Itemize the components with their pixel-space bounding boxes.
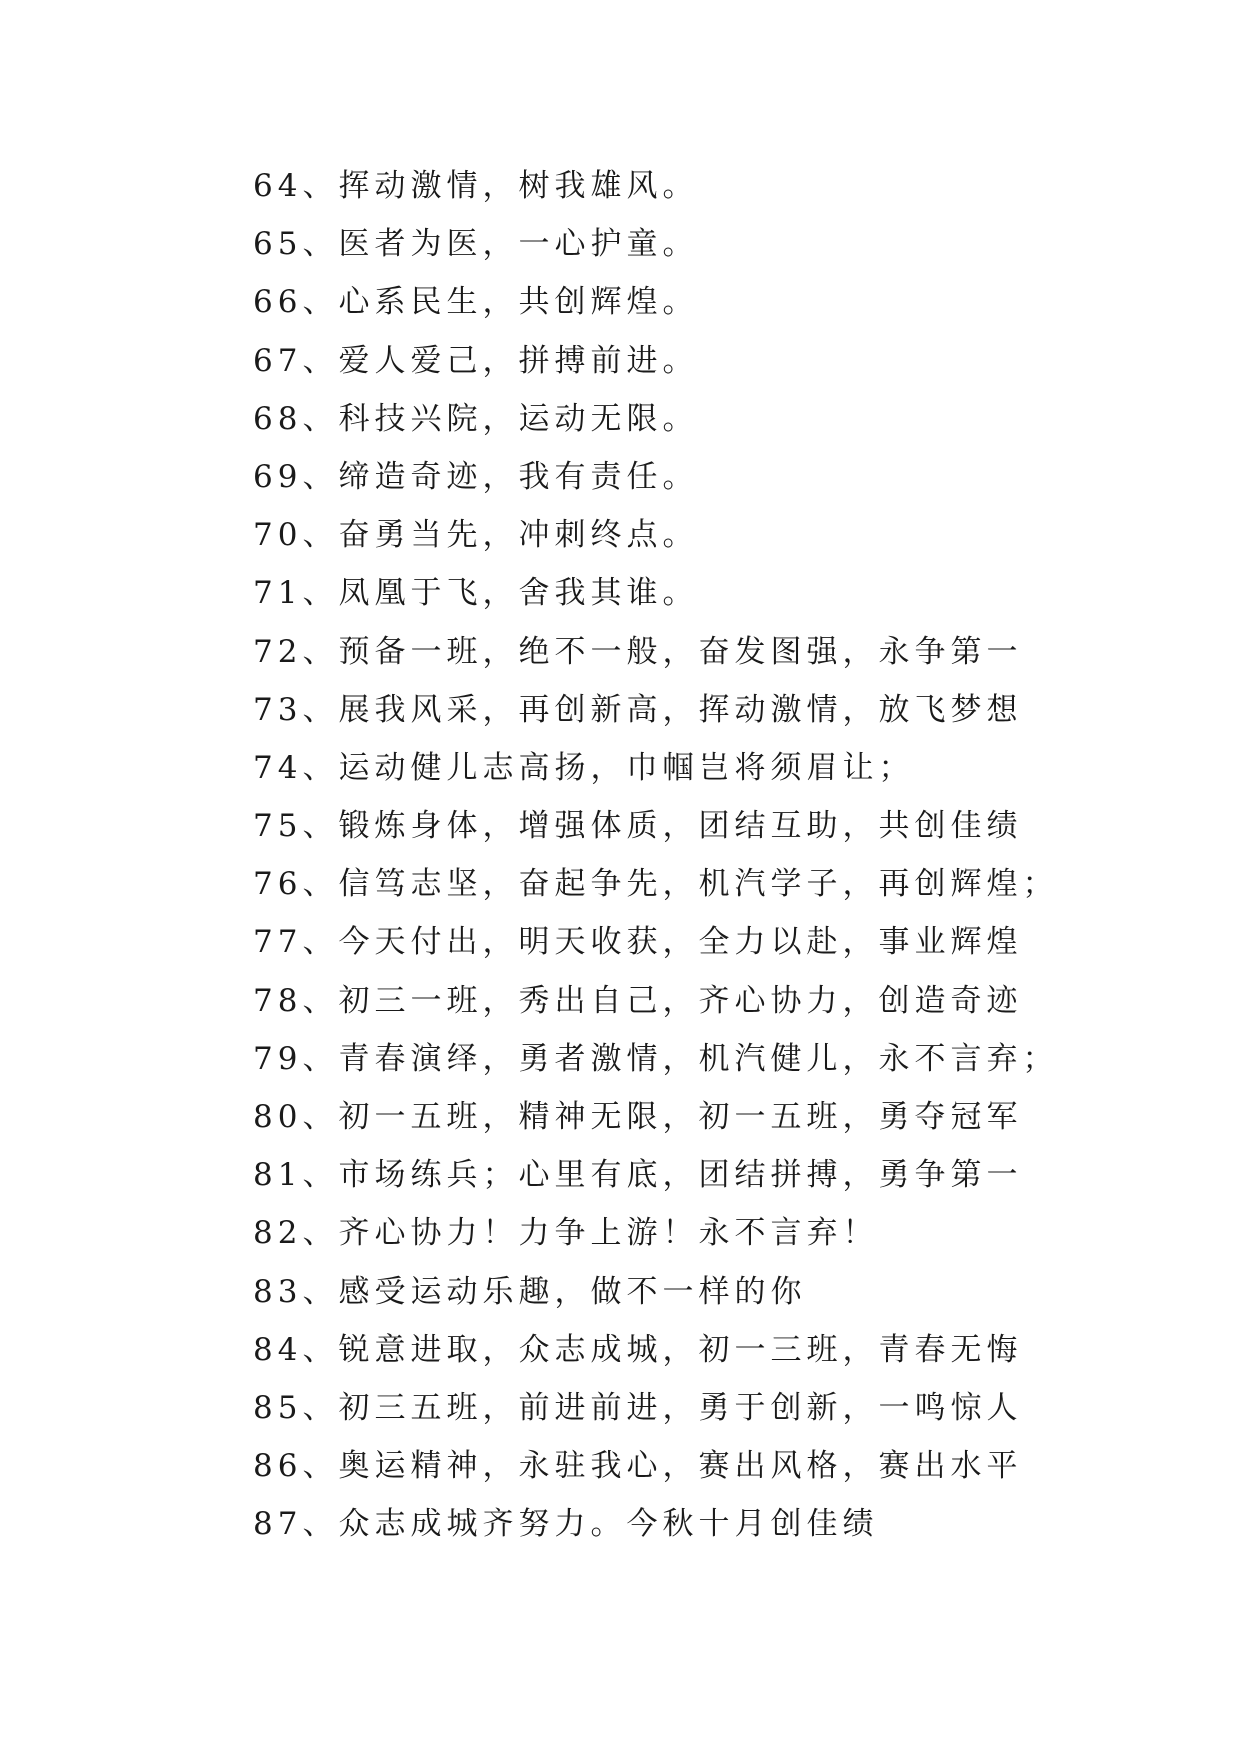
slogan-line: 74、运动健儿志高扬，巾帼岂将须眉让； — [253, 749, 915, 786]
slogan-line: 71、凤凰于飞，舍我其谁。 — [253, 575, 699, 612]
slogan-line: 87、众志成城齐努力。今秋十月创佳绩 — [253, 1506, 879, 1543]
slogan-line: 81、市场练兵；心里有底，团结拼搏，勇争第一 — [253, 1157, 1023, 1194]
slogan-line: 75、锻炼身体，增强体质，团结互助，共创佳绩 — [253, 808, 1023, 845]
slogan-line: 83、感受运动乐趣，做不一样的你 — [253, 1273, 807, 1310]
slogan-line: 82、齐心协力！力争上游！永不言弃！ — [253, 1215, 879, 1252]
slogan-line: 64、挥动激情，树我雄风。 — [253, 168, 699, 204]
slogan-line: 65、医者为医，一心护童。 — [253, 226, 699, 263]
slogan-line: 78、初三一班，秀出自己，齐心协力，创造奇迹 — [253, 982, 1023, 1019]
slogan-line: 86、奥运精神，永驻我心，赛出风格，赛出水平 — [253, 1448, 1023, 1485]
slogan-line: 80、初一五班，精神无限，初一五班，勇夺冠军 — [253, 1099, 1023, 1135]
slogan-line: 85、初三五班，前进前进，勇于创新，一鸣惊人 — [253, 1389, 1023, 1426]
slogan-line: 77、今天付出，明天收获，全力以赴，事业辉煌 — [253, 924, 1023, 961]
slogan-line: 68、科技兴院，运动无限。 — [253, 400, 699, 437]
slogan-line: 67、爱人爱己，拼搏前进。 — [253, 342, 699, 379]
slogan-line: 66、心系民生，共创辉煌。 — [253, 284, 699, 321]
slogan-line: 69、缔造奇迹，我有责任。 — [253, 458, 699, 495]
slogan-list — [253, 157, 1058, 1554]
slogan-line: 72、预备一班，绝不一般，奋发图强，永争第一 — [253, 633, 1023, 670]
slogan-line: 70、奋勇当先，冲刺终点。 — [253, 517, 699, 554]
slogan-line: 79、青春演绎，勇者激情，机汽健儿，永不言弃； — [253, 1040, 1059, 1077]
slogan-line: 76、信笃志坚，奋起争先，机汽学子，再创辉煌； — [253, 866, 1059, 903]
slogan-line: 73、展我风采，再创新高，挥动激情，放飞梦想 — [253, 691, 1023, 728]
slogan-line: 84、锐意进取，众志成城，初一三班，青春无悔 — [253, 1331, 1023, 1368]
